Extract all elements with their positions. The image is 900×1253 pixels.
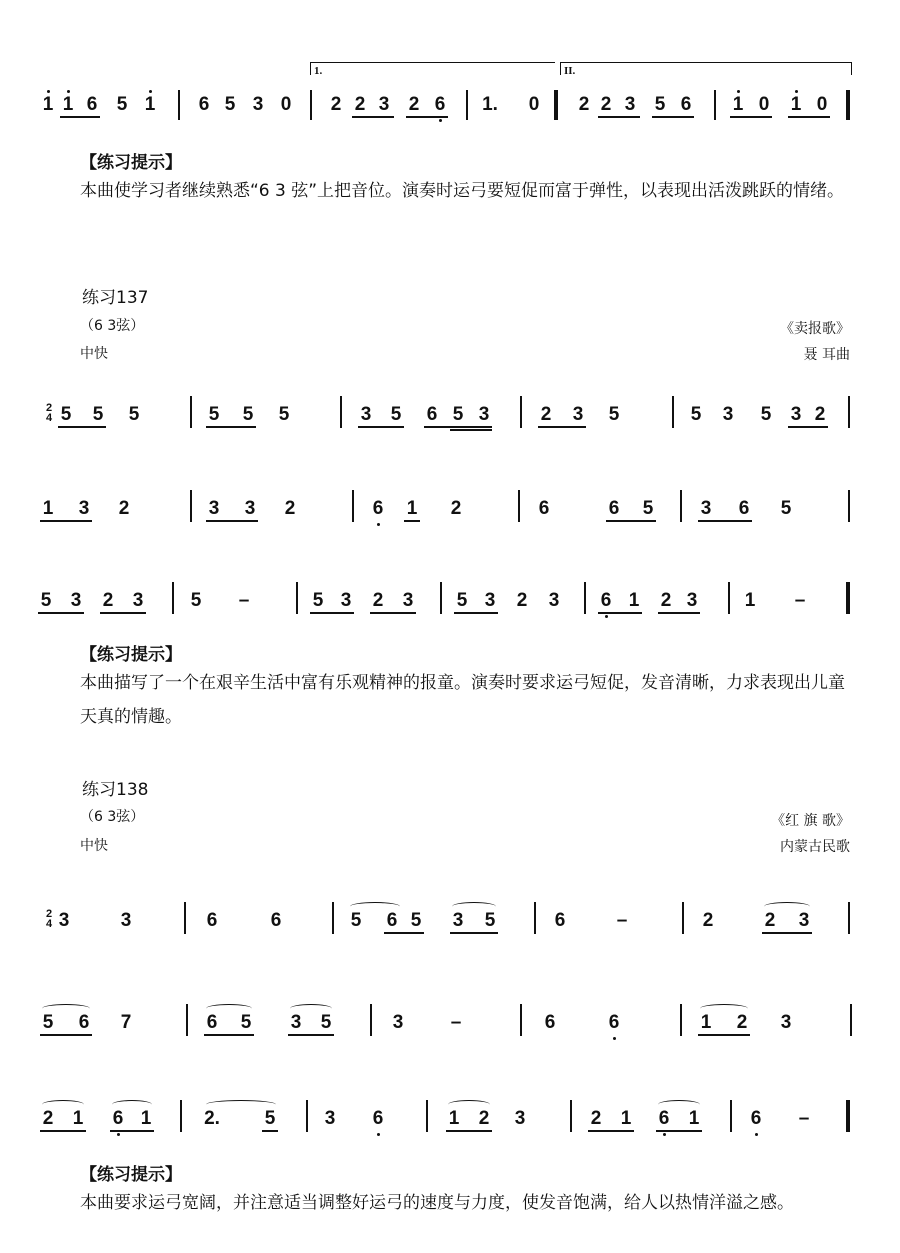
hint-2-text: 本曲描写了一个在艰辛生活中富有乐观精神的报童。演奏时要求运弓短促，发音清晰，力求表现出儿童天真的情趣。 [80, 673, 845, 727]
note: 2 [102, 590, 114, 611]
octave-dot [67, 90, 70, 93]
hint-2-title: 【练习提示】 [80, 645, 182, 665]
note: 3 [798, 910, 810, 931]
note: 6 [112, 1108, 124, 1129]
note: 3 [324, 1108, 336, 1129]
beam-underline [288, 1034, 334, 1036]
note: 5 [92, 404, 104, 425]
bar-line [846, 90, 850, 120]
note: 1 [406, 498, 418, 519]
note: 5 [116, 94, 128, 115]
exercise-138-composer: 内蒙古民歌 [780, 839, 850, 855]
note: 3 [252, 94, 264, 115]
note: 2 [408, 94, 420, 115]
note: 3 [378, 94, 390, 115]
note: 3 [484, 590, 496, 611]
note: 2 [590, 1108, 602, 1129]
note: 1 [42, 498, 54, 519]
slur [452, 902, 496, 911]
octave-dot [737, 90, 740, 93]
beam-underline [656, 1130, 702, 1132]
note: 1. [482, 94, 498, 115]
note: 1 [140, 1108, 152, 1129]
octave-dot [663, 1133, 666, 1136]
octave-dot [439, 119, 442, 122]
exercise-138-title: 练习138 [82, 780, 149, 800]
bar-line [520, 1004, 522, 1036]
bar-line [680, 1004, 682, 1036]
note: – [798, 1108, 810, 1129]
note: 2 [284, 498, 296, 519]
beam-underline [404, 520, 420, 522]
note: 3 [78, 498, 90, 519]
note: 5 [690, 404, 702, 425]
bar-line [518, 490, 520, 522]
note: 6 [206, 910, 218, 931]
note: 5 [780, 498, 792, 519]
note: 1 [620, 1108, 632, 1129]
note: 5 [40, 590, 52, 611]
note: 5 [350, 910, 362, 931]
note: 2 [118, 498, 130, 519]
note: 1 [790, 94, 802, 115]
note: 3 [514, 1108, 526, 1129]
beam-underline [310, 612, 354, 614]
note: 3 [722, 404, 734, 425]
beam-underline [454, 612, 498, 614]
note: 1 [744, 590, 756, 611]
note: 2 [540, 404, 552, 425]
note: 0 [758, 94, 770, 115]
bar-line [306, 1100, 308, 1132]
note: 5 [240, 1012, 252, 1033]
hint-1-text: 本曲使学习者继续熟悉“6 3 弦”上把音位。演奏时运弓要短促而富于弹性，以表现出活泼跳跃的情绪。 [80, 181, 845, 201]
note: 6 [270, 910, 282, 931]
bar-line [714, 90, 716, 120]
beam-underline [730, 116, 772, 118]
bar-line [520, 396, 522, 428]
note: 1 [144, 94, 156, 115]
exercise-137-composer: 聂 耳曲 [803, 347, 850, 363]
beam-underline [40, 1034, 92, 1036]
hint-1-title: 【练习提示】 [80, 153, 182, 173]
octave-dot [47, 90, 50, 93]
bar-line [332, 902, 334, 934]
note: 3 [700, 498, 712, 519]
bar-line [178, 90, 180, 120]
note: 6 [544, 1012, 556, 1033]
note: 6 [386, 910, 398, 931]
note: 3 [58, 910, 70, 931]
note: 1 [448, 1108, 460, 1129]
note: 6 [608, 498, 620, 519]
note: 1 [42, 94, 54, 115]
bar-line [190, 396, 192, 428]
note: 6 [372, 1108, 384, 1129]
exercise-137-strings: （6 3弦） [80, 318, 145, 334]
note: 5 [190, 590, 202, 611]
note: 3 [790, 404, 802, 425]
octave-dot [149, 90, 152, 93]
beam-underline [424, 426, 492, 428]
beam-underline [58, 426, 106, 428]
beam-underline [762, 932, 812, 934]
bar-line [186, 1004, 188, 1036]
beam-underline [262, 1130, 278, 1132]
note: 3 [780, 1012, 792, 1033]
note: 6 [608, 1012, 620, 1033]
note: 6 [658, 1108, 670, 1129]
exercise-137-tempo: 中快 [80, 346, 108, 362]
bar-line [848, 396, 850, 428]
note: 6 [738, 498, 750, 519]
volta-2-label: II. [564, 65, 576, 77]
beam-underline [598, 116, 640, 118]
note: 6 [538, 498, 550, 519]
note: 2 [600, 94, 612, 115]
bar-line [584, 582, 586, 614]
note: 0 [816, 94, 828, 115]
octave-dot [117, 1133, 120, 1136]
note: 3 [572, 404, 584, 425]
beam-underline [606, 520, 656, 522]
octave-dot [377, 523, 380, 526]
note: 5 [60, 404, 72, 425]
note: 0 [280, 94, 292, 115]
bar-line [848, 902, 850, 934]
beam-underline [658, 612, 700, 614]
bar-line [848, 490, 850, 522]
note: 3 [392, 1012, 404, 1033]
beam-underline [206, 520, 258, 522]
bar-line [554, 90, 558, 120]
beam-underline [60, 116, 100, 118]
bar-line [850, 1004, 852, 1036]
beam-underline [446, 1130, 492, 1132]
beam-underline [788, 426, 828, 428]
note: 6 [206, 1012, 218, 1033]
note: 5 [42, 1012, 54, 1033]
note: 6 [86, 94, 98, 115]
note: 3 [340, 590, 352, 611]
note: 5 [224, 94, 236, 115]
note: 3 [70, 590, 82, 611]
note: 2 [42, 1108, 54, 1129]
beam-underline [40, 1130, 86, 1132]
bar-line [184, 902, 186, 934]
note: 1 [700, 1012, 712, 1033]
note: 5 [390, 404, 402, 425]
bar-line [352, 490, 354, 522]
slur [42, 1100, 84, 1109]
beam-underline [100, 612, 146, 614]
note: 2 [478, 1108, 490, 1129]
note: 3 [244, 498, 256, 519]
octave-dot [613, 1037, 616, 1040]
octave-dot [795, 90, 798, 93]
exercise-137-song-title: 《卖报歌》 [780, 321, 850, 337]
exercise-137-title: 练习137 [82, 288, 149, 308]
bar-line [310, 90, 312, 120]
bar-line [172, 582, 174, 614]
note: 6 [198, 94, 210, 115]
note: 2 [450, 498, 462, 519]
note: 1 [62, 94, 74, 115]
octave-dot [377, 1133, 380, 1136]
note: 3 [686, 590, 698, 611]
note: 3 [120, 910, 132, 931]
exercise-138-song-title: 《红 旗 歌》 [771, 813, 850, 829]
hint-3-text: 本曲要求运弓宽阔，并注意适当调整好运弓的速度与力度，使发音饱满，给人以热情洋溢之感。 [80, 1193, 794, 1213]
note: 3 [132, 590, 144, 611]
note: – [238, 590, 250, 611]
note: – [616, 910, 628, 931]
beam-underline [450, 932, 498, 934]
note: 2 [764, 910, 776, 931]
note: – [450, 1012, 462, 1033]
beam-underline [206, 426, 256, 428]
beam-underline [352, 116, 394, 118]
beam-underline [652, 116, 694, 118]
note: 3 [290, 1012, 302, 1033]
volta-1-label: 1. [314, 65, 323, 77]
beam-underline [204, 1034, 254, 1036]
note: 3 [208, 498, 220, 519]
note: 2 [660, 590, 672, 611]
note: 5 [608, 404, 620, 425]
note: 5 [264, 1108, 276, 1129]
beam-underline [370, 612, 416, 614]
exercise-138-time-signature: 2 4 [45, 908, 53, 930]
bar-line [340, 396, 342, 428]
beam-underline [384, 932, 424, 934]
note: 2 [354, 94, 366, 115]
slur [764, 902, 810, 911]
bar-line [570, 1100, 572, 1132]
note: 6 [680, 94, 692, 115]
note: 2 [702, 910, 714, 931]
note: 3 [360, 404, 372, 425]
beam-underline [450, 429, 492, 431]
note: 5 [484, 910, 496, 931]
note: 5 [654, 94, 666, 115]
note: 6 [600, 590, 612, 611]
beam-underline [698, 1034, 750, 1036]
note: 6 [554, 910, 566, 931]
slur [112, 1100, 152, 1109]
bar-line [426, 1100, 428, 1132]
note: 6 [78, 1012, 90, 1033]
beam-underline [38, 612, 84, 614]
bar-line [296, 582, 298, 614]
note: 5 [128, 404, 140, 425]
note: 6 [426, 404, 438, 425]
beam-underline [598, 612, 642, 614]
note: 3 [624, 94, 636, 115]
bar-line [730, 1100, 732, 1132]
note: 1 [688, 1108, 700, 1129]
bar-line [680, 490, 682, 522]
slur [206, 1100, 276, 1109]
beam-underline [406, 116, 448, 118]
note: 5 [456, 590, 468, 611]
note: 6 [750, 1108, 762, 1129]
bar-line [728, 582, 730, 614]
note: 5 [320, 1012, 332, 1033]
bar-line [466, 90, 468, 120]
exercise-138-strings: （6 3弦） [80, 809, 145, 825]
note: 5 [452, 404, 464, 425]
note: 1 [628, 590, 640, 611]
exercise-138-tempo: 中快 [80, 838, 108, 854]
note: 5 [642, 498, 654, 519]
exercise-137-time-signature: 2 4 [45, 402, 53, 424]
note: 6 [372, 498, 384, 519]
slur [448, 1100, 490, 1109]
beam-underline [358, 426, 404, 428]
slur [42, 1004, 90, 1013]
note: 2 [736, 1012, 748, 1033]
bar-line [534, 902, 536, 934]
bar-line [440, 582, 442, 614]
note: 6 [434, 94, 446, 115]
note: 2 [372, 590, 384, 611]
note: 5 [242, 404, 254, 425]
note: – [794, 590, 806, 611]
bar-line [846, 1100, 850, 1132]
octave-dot [605, 615, 608, 618]
note: 5 [278, 404, 290, 425]
slur [700, 1004, 748, 1013]
note: 5 [208, 404, 220, 425]
beam-underline [40, 520, 92, 522]
note: 1 [72, 1108, 84, 1129]
beam-underline [110, 1130, 154, 1132]
slur [658, 1100, 700, 1109]
octave-dot [755, 1133, 758, 1136]
slur [350, 902, 400, 911]
note: 3 [548, 590, 560, 611]
bar-line [846, 582, 850, 614]
bar-line [672, 396, 674, 428]
note: 2 [330, 94, 342, 115]
note: 2 [516, 590, 528, 611]
note: 5 [760, 404, 772, 425]
bar-line [190, 490, 192, 522]
bar-line [370, 1004, 372, 1036]
slur [206, 1004, 252, 1013]
note: 5 [312, 590, 324, 611]
beam-underline [698, 520, 752, 522]
note: 3 [452, 910, 464, 931]
note: 0 [528, 94, 540, 115]
note: 5 [410, 910, 422, 931]
hint-3-title: 【练习提示】 [80, 1165, 182, 1185]
note: 1 [732, 94, 744, 115]
slur [290, 1004, 332, 1013]
beam-underline [588, 1130, 634, 1132]
note: 2. [204, 1108, 220, 1129]
note: 2 [578, 94, 590, 115]
bar-line [180, 1100, 182, 1132]
note: 3 [478, 404, 490, 425]
note: 2 [814, 404, 826, 425]
note: 7 [120, 1012, 132, 1033]
note: 3 [402, 590, 414, 611]
beam-underline [538, 426, 586, 428]
beam-underline [788, 116, 830, 118]
bar-line [682, 902, 684, 934]
